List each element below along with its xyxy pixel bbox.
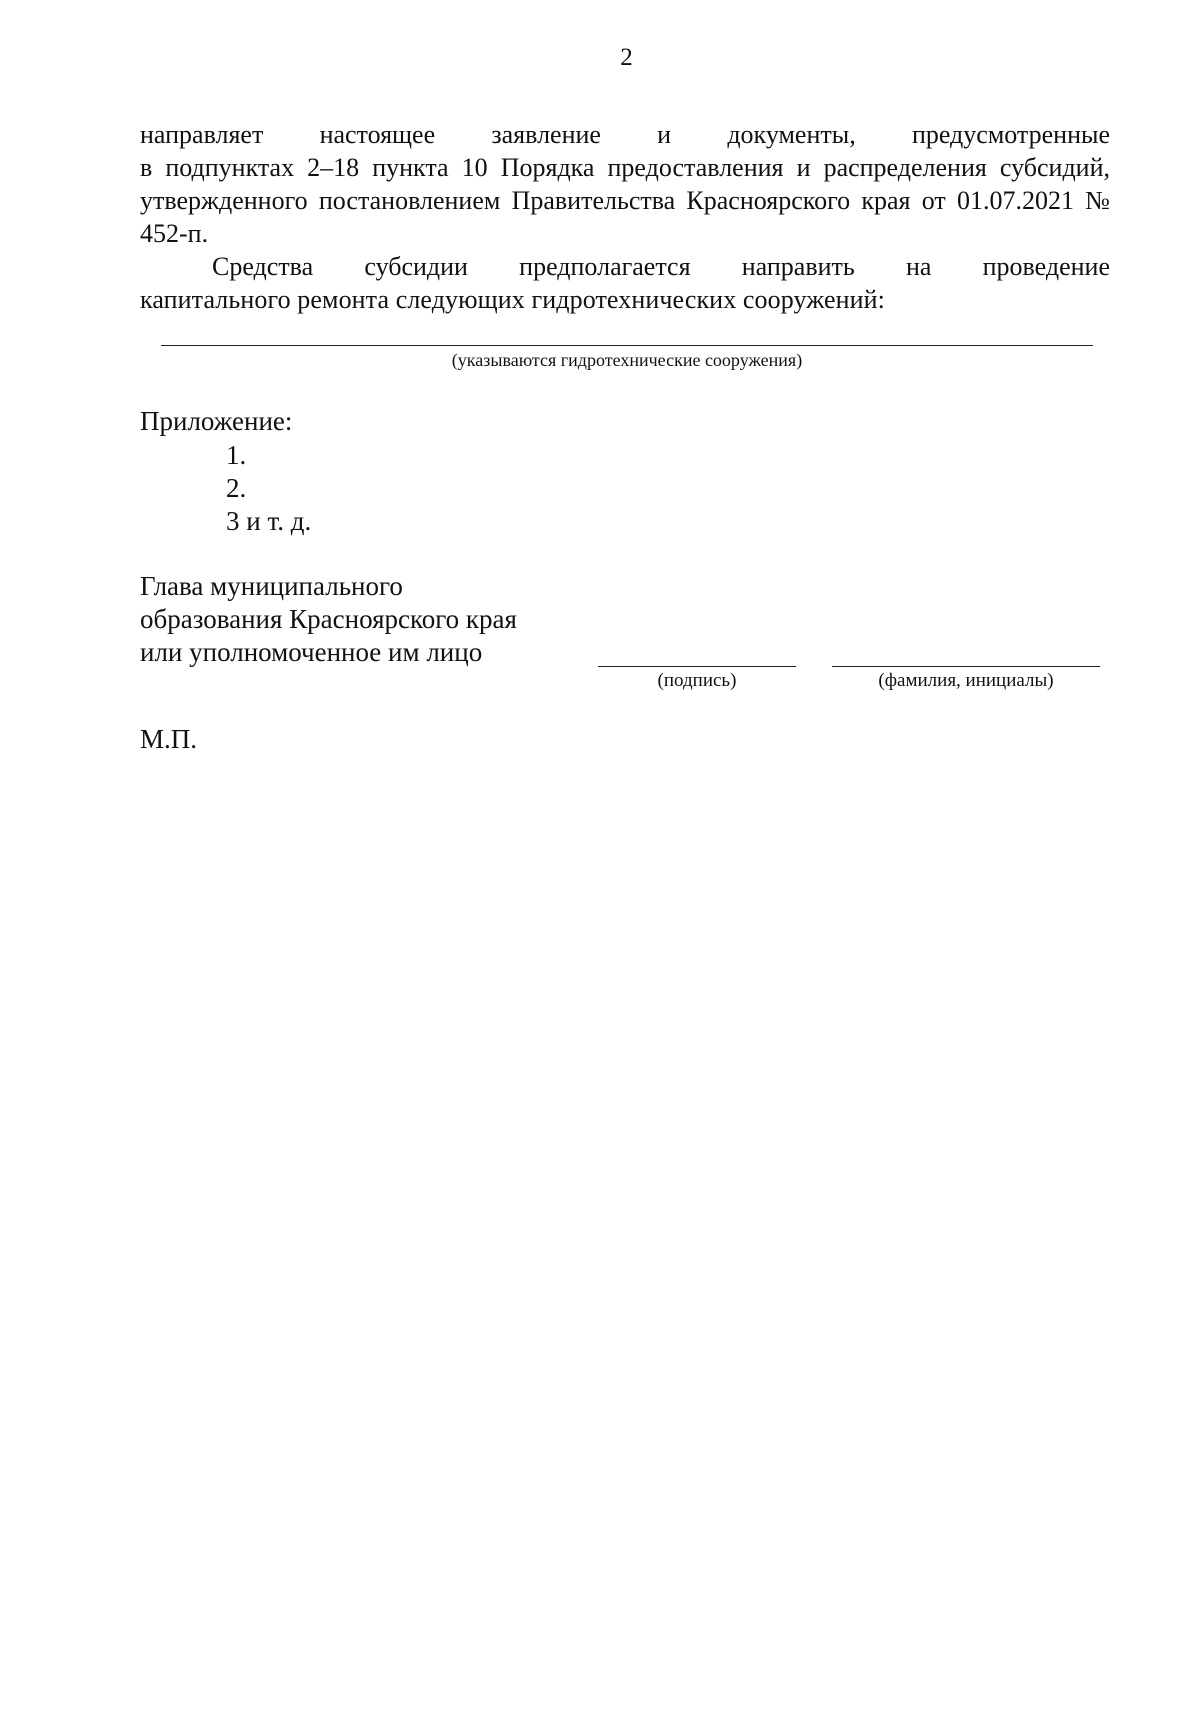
signer-block <box>140 570 517 669</box>
appendix-title: Приложение: <box>140 406 293 436</box>
signer-line: образования Красноярского края <box>140 604 517 634</box>
name-fill-line <box>832 666 1100 667</box>
stamp-placeholder: М.П. <box>140 724 198 754</box>
signature-fill-line <box>598 666 796 667</box>
paragraph-subsidy-purpose <box>140 250 1110 316</box>
paragraph-text: в подпунктах 2–18 пункта 10 Порядка предоставления и распределения субсидий, утвержденного постановлением Правительства Красноярского края от 01.07.2021 № 452-п. <box>140 153 1110 248</box>
page-number: 2 <box>620 44 633 71</box>
paragraph-line: капитального ремонта следующих гидротехнических сооружений: <box>140 285 885 314</box>
appendix-item: 2. <box>226 473 247 503</box>
structures-fill-hint: (указываются гидротехнические сооружения) <box>451 350 803 370</box>
signature-hint: (подпись) <box>657 670 737 691</box>
name-hint: (фамилия, инициалы) <box>878 670 1054 691</box>
signer-line: или уполномоченное им лицо <box>140 637 483 667</box>
signer-line: Глава муниципального <box>140 571 403 601</box>
appendix-list <box>226 439 311 538</box>
structures-fill-line <box>161 345 1093 346</box>
appendix-item: 1. <box>226 440 247 470</box>
paragraph-line: направляет настоящее заявление и документы, предусмотренные <box>140 120 1110 149</box>
appendix-item: 3 и т. д. <box>226 506 312 536</box>
paragraph-applicant-submits <box>140 118 1110 250</box>
paragraph-line: Средства субсидии предполагается направить на проведение <box>212 252 1110 281</box>
